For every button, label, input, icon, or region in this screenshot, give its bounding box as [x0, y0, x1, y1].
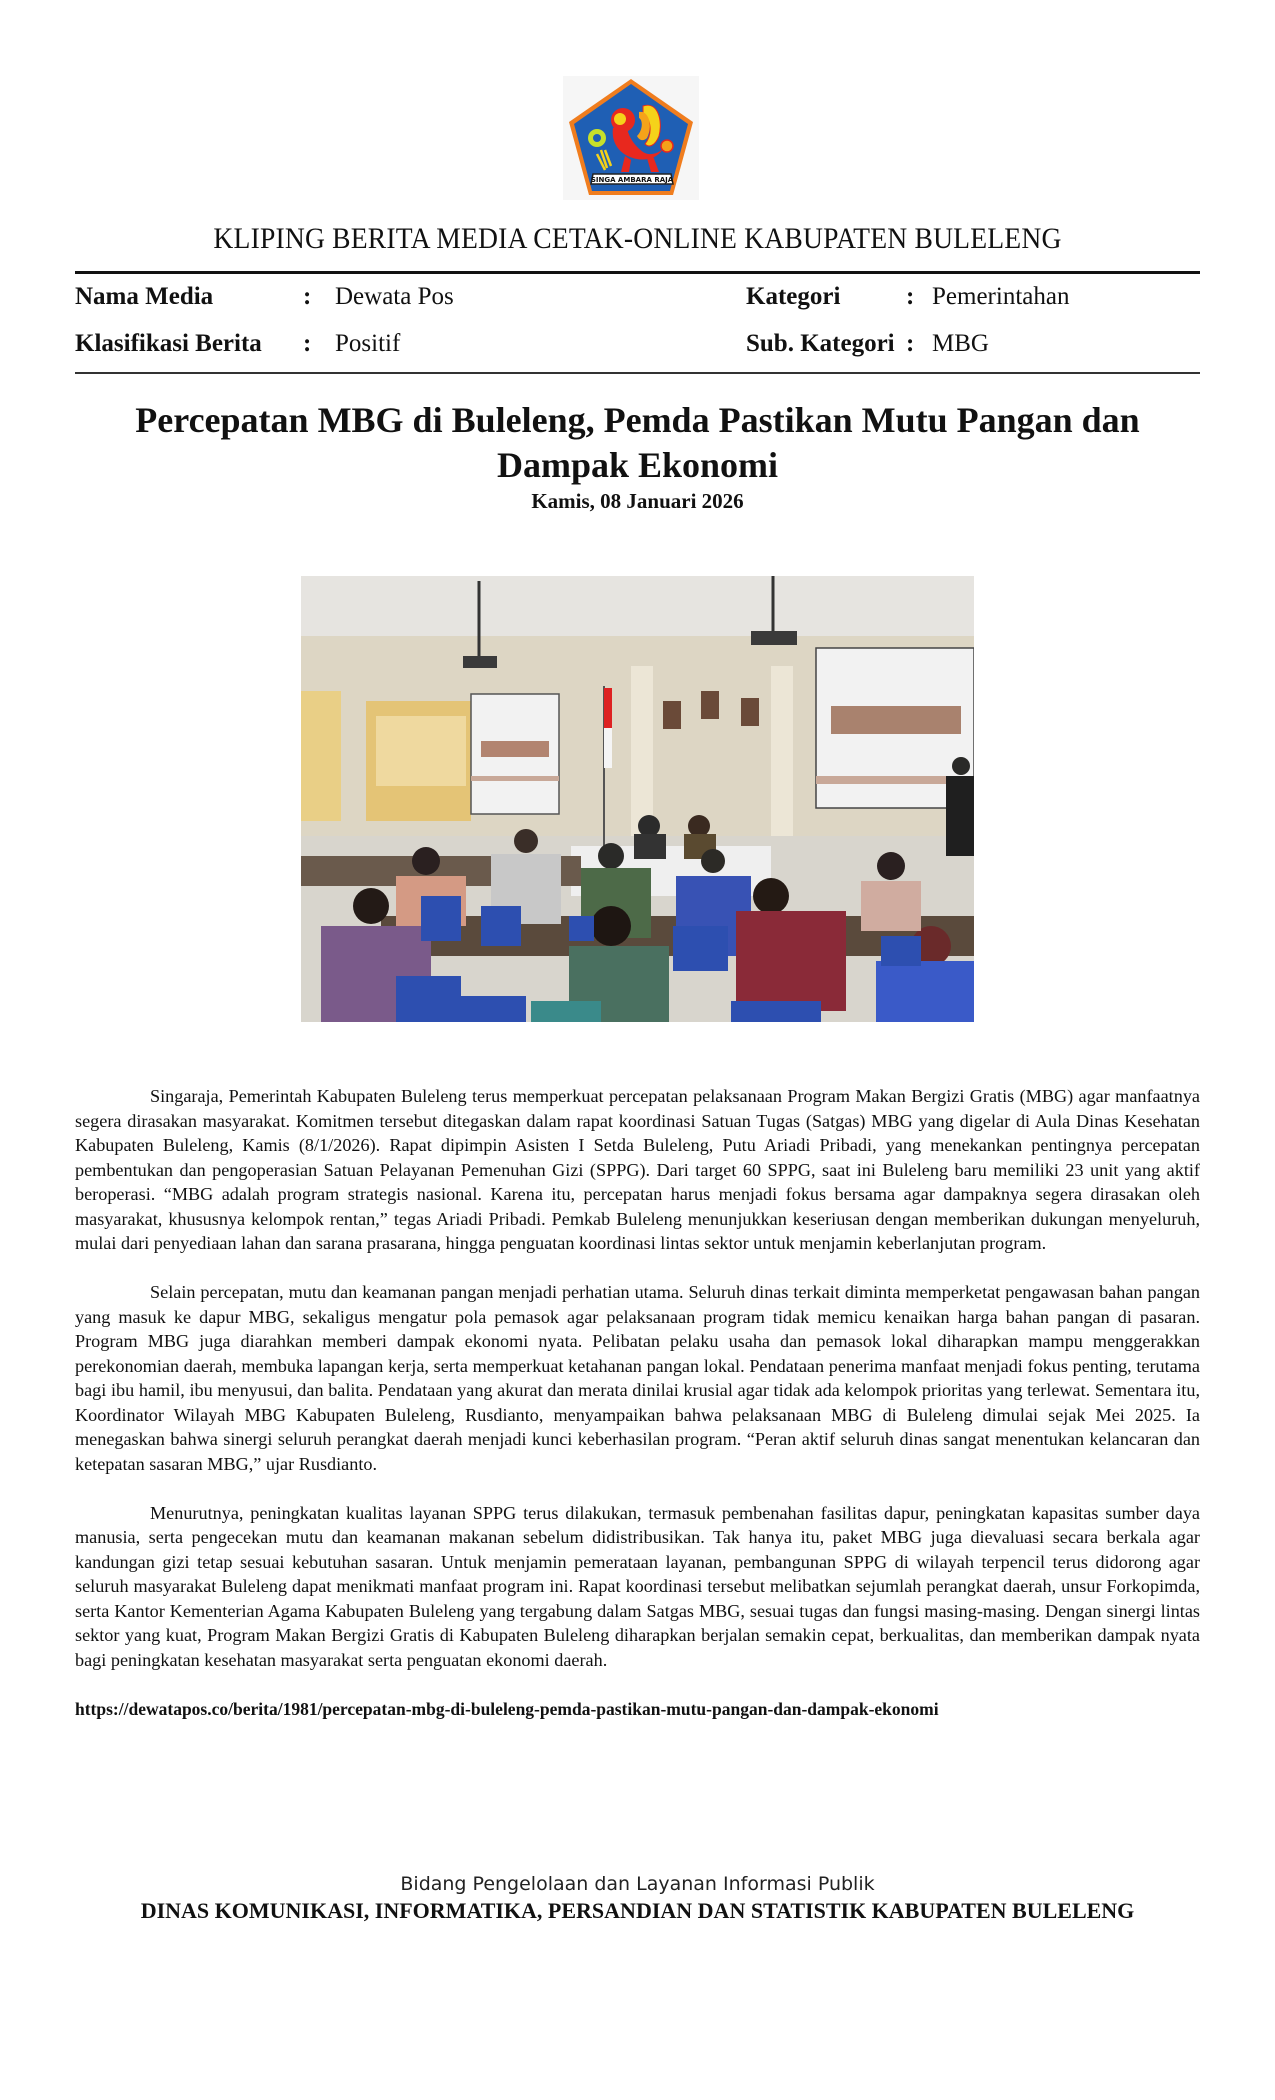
category-label: Kategori — [746, 283, 841, 310]
page-footer — [75, 1871, 1200, 1965]
article-headline: Percepatan MBG di Buleleng, Pemda Pastikan Mutu Pangan dan Dampak Ekonomi — [135, 400, 1140, 485]
subcategory-label: Sub. Kategori — [746, 330, 895, 357]
classification-colon: : — [303, 330, 312, 357]
subcategory-value: MBG — [932, 330, 989, 357]
meeting-photo — [301, 576, 974, 1022]
media-label: Nama Media — [75, 283, 214, 310]
media-colon: : — [303, 283, 312, 310]
media-value: Dewata Pos — [335, 283, 454, 310]
footer-agency: DINAS KOMUNIKASI, INFORMATIKA, PERSANDIAN DAN STATISTIK KABUPATEN BULELENG — [140, 1897, 1135, 1923]
logo-motto: SINGA AMBARA RAJA — [590, 176, 674, 184]
article-paragraph: Singaraja, Pemerintah Kabupaten Buleleng terus memperkuat percepatan pelaksanaan Program Makan Bergizi Gratis (MBG) agar manfaatnya segera dirasakan masyarakat. Komitmen tersebut ditegaskan dalam rapat koordinasi Satuan Tugas (Satgas) MBG yang digelar di Aula Dinas Kesehatan Kabupaten Buleleng, Kamis (8/1/2026). Rapat dipimpin Asisten I Setda Buleleng, Putu Ariadi Pribadi, yang menekankan pentingnya percepatan pembentukan dan pengoperasian Satuan Pelayanan Pemenuhan Gizi (SPPG). Dari target 60 SPPG, saat ini Buleleng baru memiliki 23 unit yang aktif beroperasi. “MBG adalah program strategis nasional. Karena itu, percepatan harus menjadi fokus bersama agar dampaknya segera dirasakan oleh masyarakat, khususnya kelompok rentan,” tegas Ariadi Pribadi. Pemkab Buleleng menunjukkan keseriusan dengan memberikan dukungan menyeluruh, mulai dari penyediaan lahan dan sarana prasarana, hingga penguatan koordinasi lintas sektor untuk menjamin keberlanjutan program. — [75, 1086, 1200, 1253]
article-date: Kamis, 08 Januari 2026 — [531, 489, 744, 513]
document-title: KLIPING BERITA MEDIA CETAK-ONLINE KABUPATEN BULELENG — [213, 222, 1062, 255]
article-paragraph: Menurutnya, peningkatan kualitas layanan SPPG terus dilakukan, termasuk pembenahan fasilitas dapur, peningkatan kapasitas sumber daya manusia, serta pengecekan mutu dan keamanan makanan sebelum didistribusikan. Tak hanya itu, paket MBG juga dievaluasi secara berkala agar kandungan gizi tetap sesuai kebutuhan sasaran. Untuk menjamin pemerataan layanan, pembangunan SPPG di wilayah terpencil terus didorong agar seluruh masyarakat Buleleng dapat menikmati manfaat program ini. Rapat koordinasi tersebut melibatkan sejumlah perangkat daerah, unsur Forkopimda, serta Kantor Kementerian Agama Kabupaten Buleleng yang tergabung dalam Satgas MBG, sesuai tugas dan fungsi masing-masing. Dengan sinergi lintas sektor yang kuat, Program Makan Bergizi Gratis di Kabupaten Buleleng diharapkan berjalan semakin cepat, berkualitas, dan memberikan dampak nyata bagi peningkatan kesehatan masyarakat serta penguatan ekonomi daerah. — [75, 1502, 1200, 1670]
category-colon: : — [906, 283, 915, 310]
subcategory-colon: : — [906, 330, 915, 357]
source-link[interactable]: https://dewatapos.co/berita/1981/percepatan-mbg-di-buleleng-pemda-pastikan-mutu-pangan-dan-dampak-ekonomi — [75, 1698, 939, 1719]
article-body — [75, 1084, 1200, 1672]
category-value: Pemerintahan — [932, 283, 1070, 310]
buleleng-regency-emblem-logo — [563, 76, 699, 200]
header-divider-bottom — [75, 372, 1200, 374]
article-column — [75, 398, 1200, 1965]
classification-value: Positif — [335, 330, 401, 357]
header-divider-top — [75, 271, 1200, 274]
classification-label: Klasifikasi Berita — [75, 330, 262, 357]
footer-unit: Bidang Pengelolaan dan Layanan Informasi Publik — [400, 1872, 875, 1895]
article-paragraph: Selain percepatan, mutu dan keamanan pangan menjadi perhatian utama. Seluruh dinas terkait diminta memperketat pengawasan bahan pangan yang masuk ke dapur MBG, sekaligus mengatur pola pemasok agar pelaksanaan program tidak memicu kenaikan harga bahan pangan di pasaran. Program MBG juga diarahkan memberi dampak ekonomi nyata. Pelibatan pelaku usaha dan pemasok lokal diharapkan mampu menggerakkan perekonomian daerah, membuka lapangan kerja, serta memperkuat ketahanan pangan lokal. Pendataan penerima manfaat menjadi fokus penting, terutama bagi ibu hamil, ibu menyusui, dan balita. Pendataan yang akurat dan merata dinilai krusial agar tidak ada kelompok prioritas yang terlewat. Sementara itu, Koordinator Wilayah MBG Kabupaten Buleleng, Rusdianto, menyampaikan bahwa pelaksanaan MBG di Buleleng dimulai sejak Mei 2025. Ia menegaskan bahwa sinergi seluruh perangkat daerah menjadi kunci keberhasilan program. “Peran aktif seluruh dinas sangat menentukan kelancaran dan ketepatan sasaran MBG,” ujar Rusdianto. — [75, 1282, 1200, 1474]
